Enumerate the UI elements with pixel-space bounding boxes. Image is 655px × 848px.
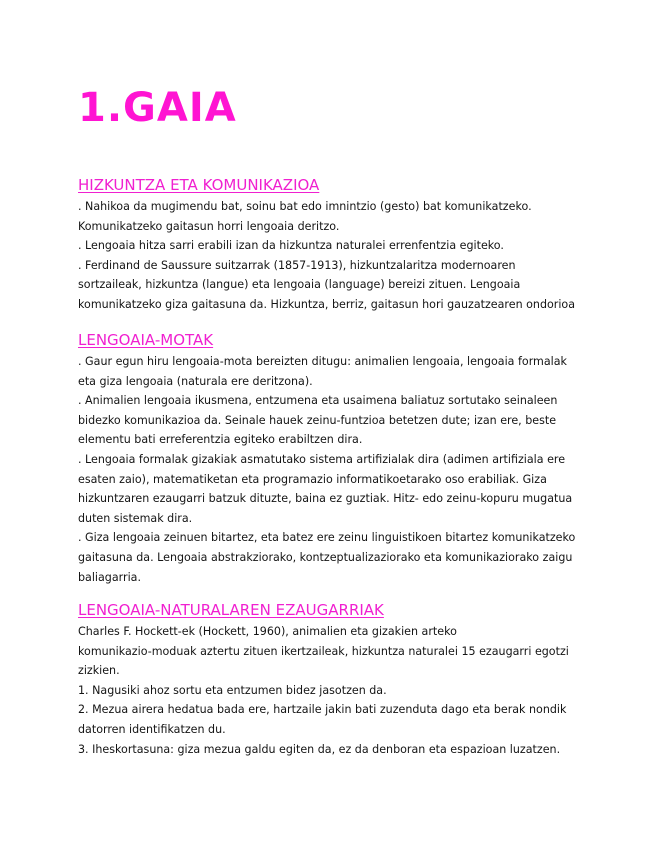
- text-line: . Gaur egun hiru lengoaia-mota bereizten ditugu: animalien lengoaia, lengoaia formalak: [78, 355, 567, 368]
- paragraph: [78, 197, 583, 236]
- text-line: . Lengoaia hitza sarri erabili izan da hizkuntza naturalei errenfentzia egiteko.: [78, 239, 504, 253]
- paragraph: [78, 391, 583, 450]
- text-line: . Giza lengoaia zeinuen bitartez, eta batez ere zeinu linguistikoen bitartez komunikatzeko: [78, 531, 576, 545]
- text-line: eta giza lengoaia (naturala ere deritzona).: [78, 374, 313, 388]
- text-line: . Animalien lengoaia ikusmena, entzumena eta usaimena baliatuz sortutako seinaleen: [78, 394, 558, 408]
- text-line: . Lengoaia formalak gizakiak asmatutako sistema artifizialak dira (adimen artifiziala ere: [78, 452, 566, 466]
- text-line: baliagarria.: [78, 570, 141, 584]
- text-line: Komunikatzeko gaitasun horri lengoaia deritzo.: [78, 219, 340, 233]
- text-line: . Nahikoa da mugimendu bat, soinu bat edo imnintzio (gesto) bat komunikatzeko.: [78, 200, 532, 213]
- paragraph: [78, 236, 583, 256]
- section-hizkuntza-eta-komunikazioa: [78, 175, 583, 315]
- text-line: elementu bati erreferentzia egiteko erabiltzen dira.: [78, 433, 363, 447]
- text-line: zizkien.: [78, 664, 120, 678]
- page-title: 1.GAIA: [78, 85, 237, 131]
- section-lengoaia-motak: [78, 330, 583, 587]
- text-line: gaitasuna da. Lengoaia abstrakziorako, kontzeptualizaziorako eta komunikaziorako zaigu: [78, 550, 573, 564]
- list-item: [78, 700, 583, 739]
- text-line: 2. Mezua airera hedatua bada ere, hartzaile jakin bati zuzenduta dago eta berak nondik: [78, 703, 567, 717]
- paragraph: [78, 528, 583, 587]
- text-line: . Ferdinand de Saussure suitzarrak (1857-1913), hizkuntzalaritza modernoaren: [78, 258, 516, 272]
- text-line: esaten zaio), matematiketan eta programazio informatikoetarako oso erabiliak. Giza: [78, 472, 547, 486]
- text-line: bidezko komunikazioa da. Seinale hauek zeinu-funtzioa betetzen dute; izan ere, beste: [78, 413, 557, 427]
- text-line: Charles F. Hockett-ek (Hockett, 1960), animalien eta gizakien arteko: [78, 625, 457, 638]
- paragraph: [78, 256, 583, 315]
- paragraph: [78, 622, 583, 681]
- text-line: komunikatzeko giza gaitasuna da. Hizkuntza, berriz, gaitasun hori gauzatzearen ondorioa: [78, 297, 575, 311]
- section-heading: LENGOAIA-MOTAK: [78, 331, 214, 349]
- paragraph: [78, 352, 583, 391]
- text-line: datorren identifikatzen du.: [78, 722, 226, 736]
- text-line: komunikazio-moduak aztertu zituen ikertzaileak, hizkuntza naturalei 15 ezaugarri egotzi: [78, 644, 569, 658]
- text-line: sortzaileak, hizkuntza (langue) eta lengoaia (language) bereizi zituen. Lengoaia: [78, 278, 521, 292]
- section-lengoaia-naturalaren-ezaugarriak: [78, 600, 583, 759]
- section-heading: HIZKUNTZA ETA KOMUNIKAZIOA: [78, 176, 320, 194]
- text-line: 1. Nagusiki ahoz sortu eta entzumen bidez jasotzen da.: [78, 683, 387, 697]
- section-heading: LENGOAIA-NATURALAREN EZAUGARRIAK: [78, 601, 384, 619]
- text-line: 3. Iheskortasuna: giza mezua galdu egiten da, ez da denboran eta espazioan luzatzen.: [78, 742, 561, 756]
- list-item: [78, 740, 583, 760]
- text-line: hizkuntzaren ezaugarri batzuk dituzte, baina ez guztiak. Hitz- edo zeinu-kopuru mugatua: [78, 492, 573, 506]
- list-item: [78, 681, 583, 701]
- text-line: duten sistemak dira.: [78, 511, 193, 525]
- paragraph: [78, 450, 583, 528]
